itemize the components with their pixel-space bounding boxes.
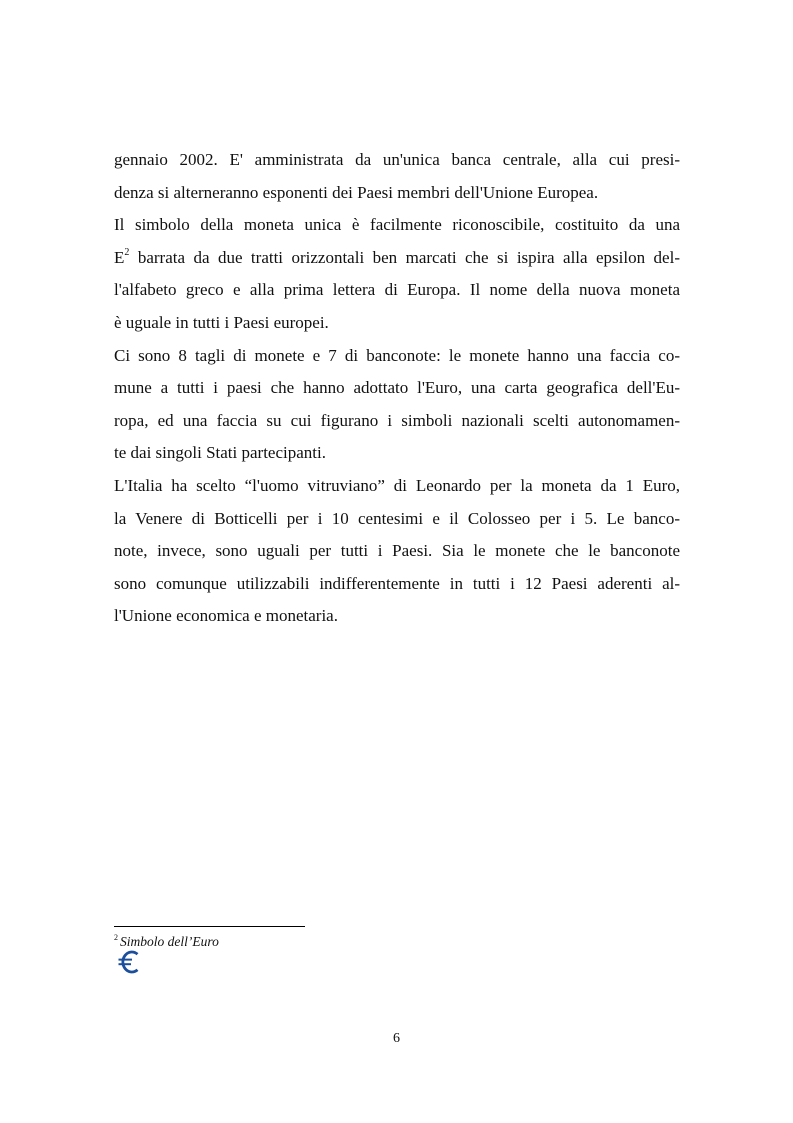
text-fragment: E xyxy=(114,247,125,267)
text-line: l'Unione economica e monetaria. xyxy=(114,606,338,626)
text-line: denza si alterneranno esponenti dei Paesi membri dell'Unione Europea. xyxy=(114,182,599,202)
text-line: gennaio 2002. E' amministrata da un'unica banca centrale, alla cui presi- xyxy=(114,150,680,169)
footnote-number: 2 xyxy=(114,933,118,942)
text-line-with-footnote-ref xyxy=(114,242,680,275)
euro-icon xyxy=(117,948,141,976)
text-line: te dai singoli Stati partecipanti. xyxy=(114,443,326,463)
text-line: sono comunque utilizzabili indifferentemente in tutti i 12 Paesi aderenti al- xyxy=(114,573,680,593)
text-fragment: barrata da due tratti orizzontali ben marcati che si ispira alla epsilon del- xyxy=(129,247,680,267)
text-line: Ci sono 8 tagli di monete e 7 di banconote: le monete hanno una faccia co- xyxy=(114,345,680,365)
footnote-reference: 2 xyxy=(124,247,130,259)
text-line: Il simbolo della moneta unica è facilmente riconoscibile, costituito da una xyxy=(114,215,680,235)
text-line: L'Italia ha scelto “l'uomo vitruviano” di Leonardo per la moneta da 1 Euro, xyxy=(114,475,680,495)
text-line: note, invece, sono uguali per tutti i Paesi. Sia le monete che le banconote xyxy=(114,541,680,561)
body-text xyxy=(114,144,680,633)
text-line: la Venere di Botticelli per i 10 centesimi e il Colosseo per i 5. Le banco- xyxy=(114,508,680,528)
text-line: è uguale in tutti i Paesi europei. xyxy=(114,312,329,332)
text-line: l'alfabeto greco e alla prima lettera di Europa. Il nome della nuova moneta xyxy=(114,280,680,300)
footnote-divider xyxy=(114,926,305,927)
text-line: ropa, ed una faccia su cui figurano i simboli nazionali scelti autonomamen- xyxy=(114,410,680,430)
text-line: mune a tutti i paesi che hanno adottato l'Euro, una carta geografica dell'Eu- xyxy=(114,378,680,398)
page-number: 6 xyxy=(393,1031,400,1046)
footnote-text: Simbolo dell’Euro xyxy=(120,934,219,949)
